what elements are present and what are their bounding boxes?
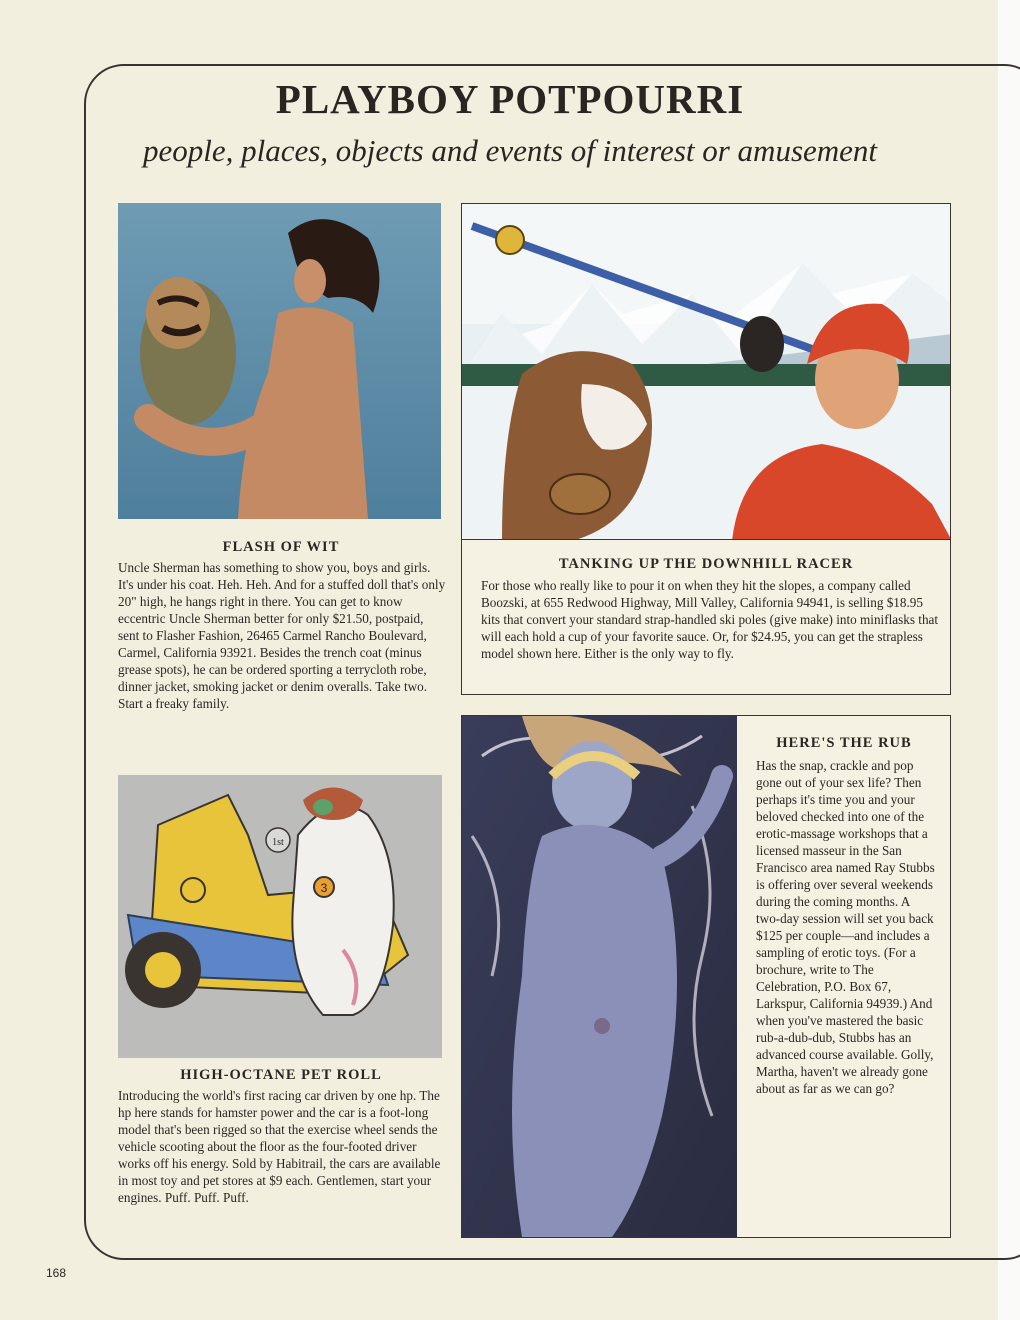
flash-heading: FLASH OF WIT (222, 539, 340, 555)
downhill-illustration (461, 203, 951, 540)
flash-photo (118, 203, 441, 519)
rub-heading: HERE'S THE RUB (776, 735, 912, 751)
pet-body: Introducing the world's first racing car driven by one hp. The hp here stands for hamster power and the car is a foot-long model that's been rigged so that the exercise wheel sends the vehicle scooting about the floor as the four-footed driver works off his energy. Sold by Habitrail, the cars are available in most toy and pet stores at $9 each. Gentlemen, start your engines. Puff. Puff. Puff. (118, 1088, 441, 1205)
pet-heading: HIGH-OCTANE PET ROLL (180, 1067, 382, 1083)
first-place-trophy: 1st (272, 837, 284, 848)
page-number: 168 (46, 1266, 67, 1280)
downhill-heading: TANKING UP THE DOWNHILL RACER (558, 556, 854, 572)
downhill-body: For those who really like to pour it on when they hit the slopes, a company called Boozski, at 655 Redwood Highway, Mill Valley, California 94941, is selling $18.95 kits that convert your standard strap-handled ski poles (give make) into miniflasks that will each hold a cup of your favorite sauce. Or, for $24.95, you can get the strapless model shown here. Either is the only way to fly. (481, 578, 939, 661)
flash-body: Uncle Sherman has something to show you, boys and girls. It's under his coat. Heh. Heh. And for a stuffed doll that's only 20" high, he hangs right in there. You can get to know eccentric Uncle Sherman better for only $21.50, postpaid, sent to Flasher Fashion, 26465 Carmel Rancho Boulevard, Carmel, California 93921. Besides the trench coat (minus grease spots), he can be ordered sporting a terrycloth robe, dinner jacket, smoking jacket or denim overalls. Take two. Start a freaky family. (118, 560, 446, 711)
pet-illustration (118, 775, 442, 1058)
rub-illustration (462, 716, 737, 1237)
page-subtitle: people, places, objects and events of interest or amusement (142, 133, 878, 168)
page-title: PLAYBOY POTPOURRI (275, 76, 745, 122)
rub-body: Has the snap, crackle and pop gone out of your sex life? Then perhaps it's time you and your beloved checked into one of the erotic-massage workshops that a licensed masseur in the San Francisco area named Ray Stubbs is offering over several weekends during the coming months. A two-day session will set you back $125 per couple—and includes a sampling of erotic toys. (For a brochure, write to The Celebration, P.O. Box 67, Larkspur, California 94939.) And when you've mastered the basic rub-a-dub-dub, Stubbs has an advanced course available. Golly, Martha, haven't we already gone about as far as we can go? (756, 758, 935, 1096)
race-number: 3 (320, 881, 328, 895)
